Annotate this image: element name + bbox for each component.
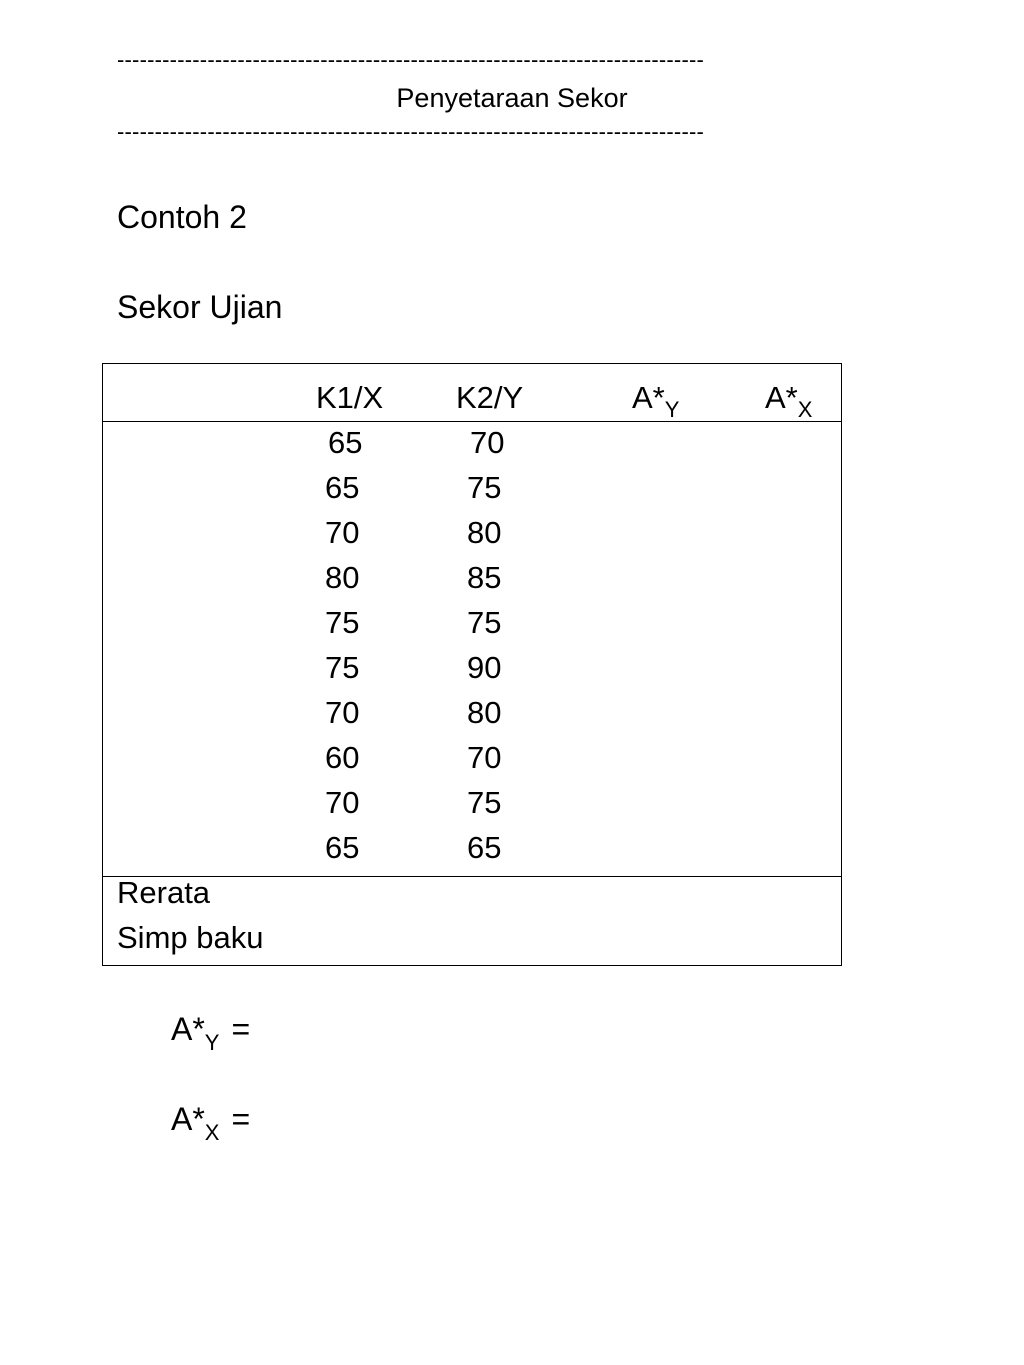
cell-y: 85 [467,560,502,595]
header-rule-bottom: ------------------------------------------------------------------------------ [117,120,705,144]
cell-x: 65 [325,830,360,865]
header-divider [103,421,841,422]
formula-ay: $A*_Y$ = [171,1011,251,1055]
cell-x: 65 [325,470,360,505]
cell-y: 75 [467,785,502,820]
cell-x: 70 [325,785,360,820]
cell-y: 65 [467,830,502,865]
cell-y: 80 [467,695,502,730]
page-header-title: Penyetaraan Sekor [396,83,628,113]
cell-y: 80 [467,515,502,550]
cell-y: 75 [467,605,502,640]
column-header-ax: $A*_X$ [765,380,813,422]
row-label-sd: Simp baku [117,920,264,955]
example-label: Contoh 2 [117,199,247,235]
summary-divider [103,876,841,877]
cell-y: 75 [467,470,502,505]
section-label: Sekor Ujian [117,289,283,325]
header-rule-top: ------------------------------------------------------------------------------ [117,48,705,72]
cell-x: 75 [325,650,360,685]
cell-y: 90 [467,650,502,685]
column-header-x: K1/X [316,380,384,415]
column-header-ay: $A*_Y$ [632,380,680,422]
cell-y: 70 [470,425,505,460]
cell-x: 80 [325,560,360,595]
cell-x: 70 [325,515,360,550]
score-table [102,363,842,966]
cell-y: 70 [467,740,502,775]
cell-x: 70 [325,695,360,730]
row-label-mean: Rerata [117,875,211,910]
cell-x: 75 [325,605,360,640]
cell-x: 65 [328,425,363,460]
cell-x: 60 [325,740,360,775]
column-header-y: K2/Y [456,380,524,415]
formula-ax: $A*_X$ = [171,1101,251,1145]
